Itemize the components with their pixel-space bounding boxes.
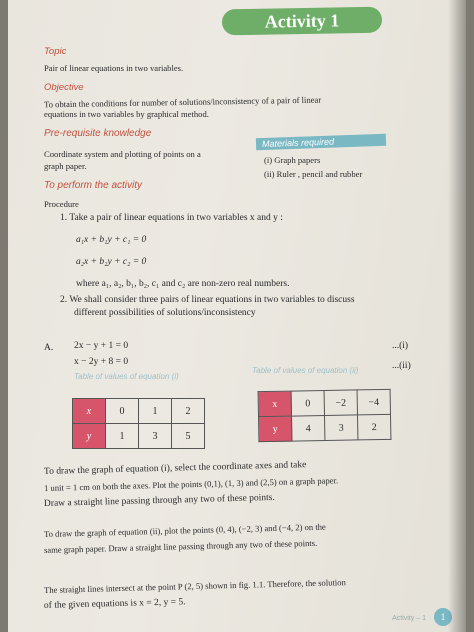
table-1-y-label: y xyxy=(73,424,106,449)
table-2 xyxy=(258,389,392,442)
book-page xyxy=(8,0,466,632)
table-row xyxy=(259,414,391,441)
table-1-cell: 1 xyxy=(139,399,172,424)
table-1-cell: 5 xyxy=(172,424,205,449)
materials-item-1: (i) Graph papers xyxy=(264,155,321,165)
objective-heading: Objective xyxy=(44,82,84,93)
table-1-cell: 0 xyxy=(106,399,139,424)
step-1: 1. Take a pair of linear equations in two variables x and y : xyxy=(60,213,283,223)
table-2-cell: 2 xyxy=(357,414,390,440)
table-2-cell: 0 xyxy=(291,391,324,417)
table-row xyxy=(73,424,205,449)
table-row xyxy=(73,399,205,424)
materials-item-2: (ii) Ruler , pencil and rubber xyxy=(264,169,363,179)
prereq-line-2: graph paper. xyxy=(44,161,87,171)
objective-line-2: equations in two variables by graphical method. xyxy=(44,109,209,119)
general-eq-1: a₁x + b₁y + c₁ = 0 xyxy=(76,235,147,245)
perform-heading: To perform the activity xyxy=(44,180,143,191)
para-1-line-1: To draw the graph of equation (i), select the coordinate axes and take xyxy=(43,460,307,477)
part-a-label: A. xyxy=(44,343,54,353)
table-2-cell: −4 xyxy=(357,389,390,415)
table-1-caption: Table of values of equation (i) xyxy=(74,372,179,381)
equation-i-tag: ...(i) xyxy=(392,341,409,351)
table-1-cell: 2 xyxy=(172,399,205,424)
para-3-line-1: The straight lines intersect at the point P (2, 5) shown in fig. 1.1. Therefore, the solution xyxy=(43,577,346,595)
prereq-heading: Pre-requisite knowledge xyxy=(44,128,152,139)
table-2-caption: Table of values of equation (ii) xyxy=(252,366,359,375)
running-footer: Activity – 1 xyxy=(392,615,426,622)
step-2-line-1: 2. We shall consider three pairs of linear equations in two variables to discuss xyxy=(60,295,355,305)
topic-heading: Topic xyxy=(44,46,67,57)
table-2-cell: 4 xyxy=(292,416,325,442)
activity-title: Activity 1 xyxy=(222,7,382,36)
table-2-x-label: x xyxy=(258,391,291,417)
table-2-cell: 3 xyxy=(325,415,358,441)
table-1 xyxy=(72,398,205,449)
general-eq-2: a₂x + b₂y + c₂ = 0 xyxy=(76,257,147,267)
table-1-x-label: x xyxy=(73,399,106,424)
para-2-line-2: same graph paper. Draw a straight line passing through any two of these points. xyxy=(43,537,318,555)
table-2-y-label: y xyxy=(259,416,292,442)
materials-heading: Materials required xyxy=(256,134,386,151)
table-1-cell: 1 xyxy=(106,424,139,449)
objective-line-1: To obtain the conditions for number of solutions/inconsistency of a pair of linear xyxy=(43,94,322,110)
step-2-line-2: different possibilities of solutions/inconsistency xyxy=(74,308,256,318)
topic-text: Pair of linear equations in two variables. xyxy=(44,63,184,73)
para-1-line-3: Draw a straight line passing through any two of these points. xyxy=(43,492,275,509)
equation-ii: x − 2y + 8 = 0 xyxy=(74,357,129,367)
materials-box xyxy=(256,136,396,186)
table-1-cell: 3 xyxy=(139,424,172,449)
equation-ii-tag: ...(ii) xyxy=(392,361,411,371)
table-2-cell: −2 xyxy=(324,390,357,416)
coefficients-note: where a₁, a₂, b₁, b₂, c₁ and c₂ are non-zero real numbers. xyxy=(76,279,290,289)
para-2-line-1: To draw the graph of equation (ii), plot the points (0, 4), (−2, 3) and (−4, 2) on the xyxy=(43,521,326,539)
equation-i: 2x − y + 1 = 0 xyxy=(74,341,129,351)
para-3-line-2: of the given equations is x = 2, y = 5. xyxy=(43,597,186,611)
page-edge-shadow xyxy=(448,0,466,632)
prereq-line-1: Coordinate system and plotting of points on a xyxy=(44,149,201,159)
page-number: 1 xyxy=(434,608,452,626)
para-1-line-2: 1 unit = 1 cm on both the axes. Plot the points (0,1), (1, 3) and (2,5) on a graph paper. xyxy=(43,475,339,493)
procedure-label: Procedure xyxy=(44,199,79,209)
table-row xyxy=(258,389,390,416)
